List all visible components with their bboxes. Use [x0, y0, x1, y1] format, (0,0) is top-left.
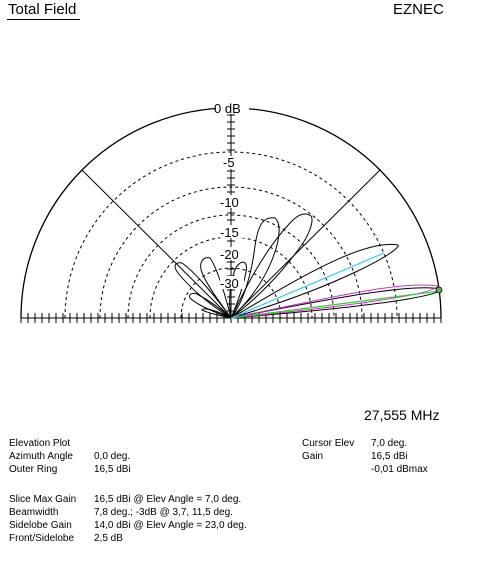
- ring-label-10: -10: [220, 195, 239, 210]
- slice-max-gain-label: Slice Max Gain: [9, 494, 77, 505]
- sidelobe-gain-value: 14,0 dBi @ Elev Angle = 23,0 deg.: [94, 520, 247, 531]
- app-brand: EZNEC: [393, 1, 444, 18]
- ring-label-15: -15: [220, 225, 239, 240]
- front-sidelobe-value: 2,5 dB: [94, 533, 123, 544]
- ring-label-20: -20: [220, 247, 239, 262]
- plot-title: Total Field: [8, 1, 77, 18]
- elevation-plot-label: Elevation Plot: [9, 438, 71, 449]
- azimuth-angle-value: 0,0 deg.: [94, 451, 131, 462]
- azimuth-angle-label: Azimuth Angle: [9, 451, 73, 462]
- main-lobe-trace-magenta: [231, 285, 438, 318]
- cursor-marker: [436, 287, 442, 293]
- ring-label-5: -5: [223, 155, 235, 170]
- front-sidelobe-label: Front/Sidelobe: [9, 533, 75, 544]
- gain-label: Gain: [302, 451, 324, 462]
- gain-dbmax-value: -0,01 dBmax: [371, 464, 428, 475]
- slice-max-gain-value: 16,5 dBi @ Elev Angle = 7,0 deg.: [94, 494, 242, 505]
- beamwidth-label: Beamwidth: [9, 507, 59, 518]
- sidelobe-gain-label: Sidelobe Gain: [9, 520, 72, 531]
- ring-label-30: -30: [220, 276, 239, 291]
- spoke-45-left: [82, 170, 231, 318]
- ring-label-0db: 0 dB: [214, 101, 241, 116]
- cursor-elev-value: 7,0 deg.: [371, 438, 408, 449]
- beamwidth-value: 7,8 deg.; -3dB @ 3,7, 11,5 deg.: [94, 507, 233, 518]
- gain-value: 16,5 dBi: [371, 451, 408, 462]
- outer-ring-value: 16,5 dBi: [94, 464, 131, 475]
- outer-ring-label: Outer Ring: [9, 464, 58, 475]
- spoke-45-right: [231, 170, 380, 318]
- frequency-readout: 27,555 MHz: [364, 407, 440, 423]
- cursor-elev-label: Cursor Elev: [302, 438, 355, 449]
